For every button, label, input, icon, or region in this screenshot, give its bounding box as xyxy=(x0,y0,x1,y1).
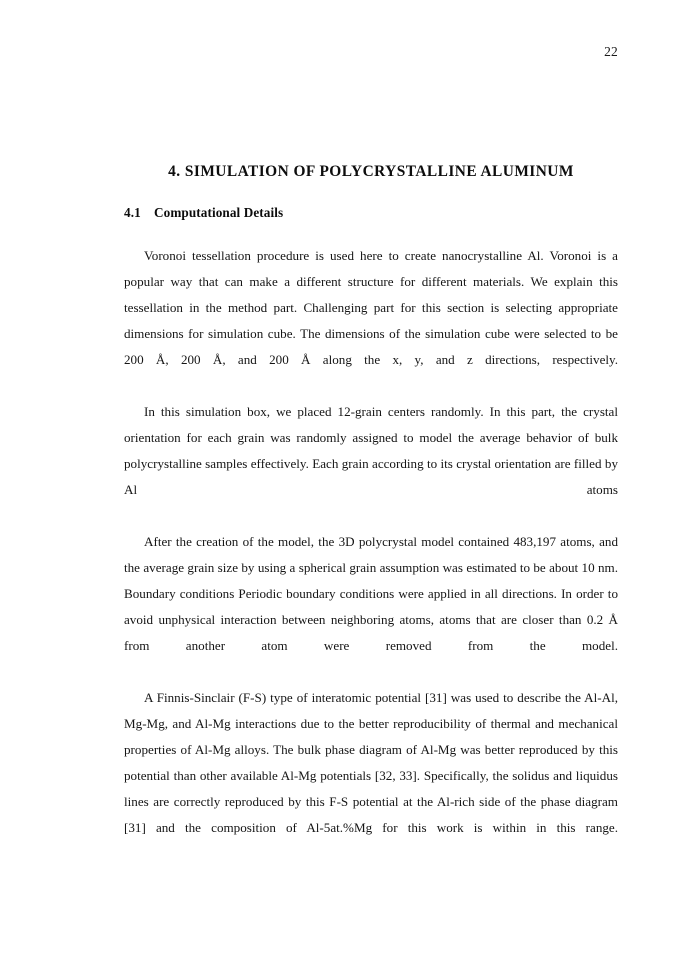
page-number: 22 xyxy=(604,44,618,59)
body-text xyxy=(124,243,618,867)
paragraph-2: In this simulation box, we placed 12-grain centers randomly. In this part, the crystal orientation for each grain was randomly assigned to model the average behavior of bulk polycrystalline samples effectively. Each grain according to its crystal orientation are filled by Al atoms xyxy=(124,404,618,497)
section-title: Computational Details xyxy=(154,205,284,220)
section-number: 4.1 xyxy=(124,205,141,220)
section-heading xyxy=(124,205,283,221)
paragraph-3: After the creation of the model, the 3D polycrystal model contained 483,197 atoms, and the average grain size by using a spherical grain assumption was estimated to be about 10 nm. Boundary conditions Periodic boundary conditions were applied in all directions. In order to avoid unphysical interaction between neighboring atoms, atoms that are closer than 0.2 Å from another atom were removed from the model. xyxy=(124,534,618,653)
paragraph-1: Voronoi tessellation procedure is used here to create nanocrystalline Al. Voronoi is a popular way that can make a different structure for different materials. We explain this tessellation in the method part. Challenging part for this section is selecting appropriate dimensions for simulation cube. The dimensions of the simulation cube were selected to be 200 Å, 200 Å, and 200 Å along the x, y, and z directions, respectively. xyxy=(124,248,618,367)
paragraph-4: A Finnis-Sinclair (F-S) type of interatomic potential [31] was used to describe the Al-Al, Mg-Mg, and Al-Mg interactions due to the better reproducibility of thermal and mechanical properties of Al-Mg alloys. The bulk phase diagram of Al-Mg was better reproduced by this potential than other available Al-Mg potentials [32, 33]. Specifically, the solidus and liquidus lines are correctly reproduced by this F-S potential at the Al-rich side of the phase diagram [31] and the composition of Al-5at.%Mg for this work is within in this range. xyxy=(124,690,618,835)
chapter-title: 4. SIMULATION OF POLYCRYSTALLINE ALUMINUM xyxy=(168,163,574,180)
